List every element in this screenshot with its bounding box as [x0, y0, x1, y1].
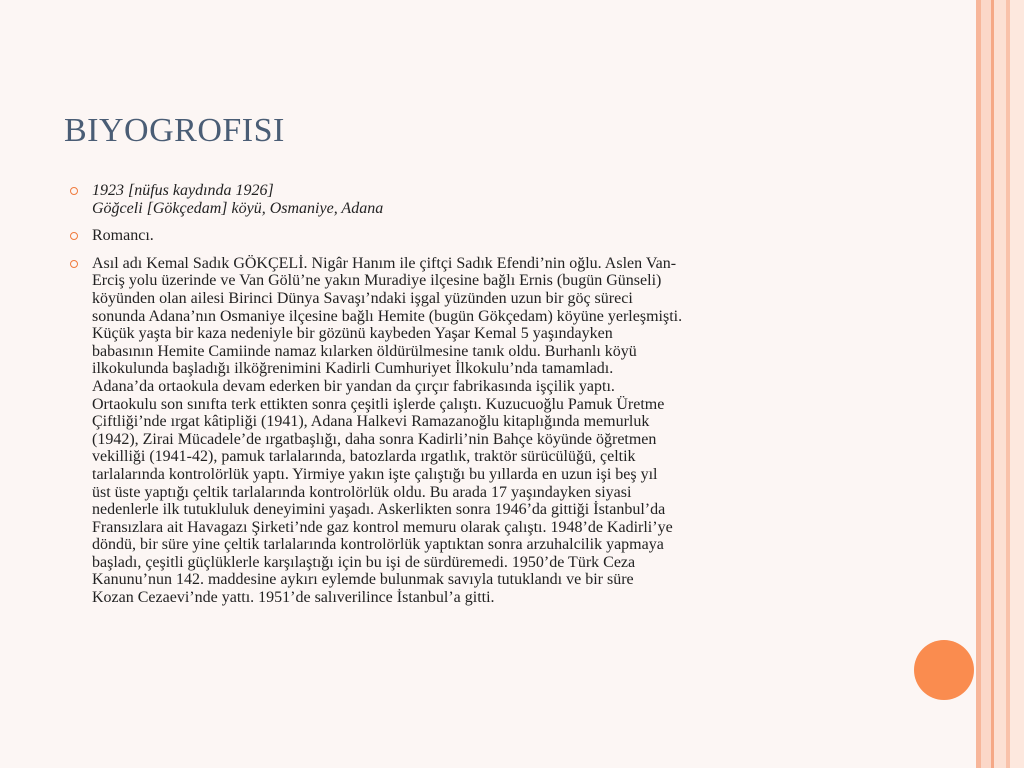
- bullet-line: vekilliği (1941-42), pamuk tarlalarında, batozlarda ırgatlık, traktör sürücülüğü, çeltik: [92, 448, 636, 466]
- bullet-icon: [70, 232, 78, 240]
- bullet-line: Göğceli [Gökçedam] köyü, Osmaniye, Adana: [92, 199, 384, 217]
- bullet-line: 1923 [nüfus kaydında 1926]: [92, 182, 274, 199]
- bullet-line: Ortaokulu son sınıfta terk ettikten sonra çeşitli işlerde çalıştı. Kuzucuoğlu Pamuk Üretme: [92, 395, 665, 413]
- bullet-text: [92, 227, 888, 245]
- bullet-text: [92, 182, 888, 217]
- bullet-item: [70, 255, 888, 607]
- bullet-text: [92, 255, 888, 607]
- bullet-list: [70, 182, 888, 617]
- bullet-line: Asıl adı Kemal Sadık GÖKÇELİ. Nigâr Hanım ile çiftçi Sadık Efendi’nin oğlu. Aslen Van-: [92, 254, 677, 272]
- bullet-icon: [70, 260, 78, 268]
- bullet-item: [70, 182, 888, 217]
- bullet-line: ilkokulunda başladığı ilköğrenimini Kadirli Cumhuriyet İlkokulu’nda tamamladı.: [92, 360, 614, 378]
- bullet-line: Küçük yaşta bir kaza nedeniyle bir gözünü kaybeden Yaşar Kemal 5 yaşındayken: [92, 325, 613, 343]
- bullet-line: nedenlerle ilk tutukluluk deneyimini yaşadı. Askerlikten sonra 1946’da gittiği İstanbul’da: [92, 501, 666, 519]
- bullet-line: Kanunu’nun 142. maddesine aykırı eylemde bulunmak savıyla tutuklandı ve bir süre: [92, 571, 634, 589]
- stripe-4: [994, 0, 1006, 768]
- bullet-line: Adana’da ortaokula devam ederken bir yandan da çırçır fabrikasında işçilik yaptı.: [92, 377, 615, 395]
- stripe-6: [1010, 0, 1024, 768]
- bullet-line: döndü, bir süre yine çeltik tarlalarında kontrolörlük yaptıktan sonra arzuhalcilik yapmaya: [92, 536, 664, 554]
- bullet-line: köyünden olan ailesi Birinci Dünya Savaşı’ndaki işgal yüzünden uzun bir göç süreci: [92, 289, 633, 307]
- bullet-line: Çiftliği’nde ırgat kâtipliği (1941), Adana Halkevi Ramazanoğlu kitaplığında memurluk: [92, 413, 650, 431]
- bullet-line: Fransızlara ait Havagazı Şirketi’nde gaz kontrol memuru olarak çalıştı. 1948’de Kadirli’ye: [92, 518, 673, 536]
- bullet-line: (1942), Zirai Mücadele’de ırgatbaşlığı, daha sonra Kadirli’nin Bahçe köyünde öğretmen: [92, 430, 657, 448]
- bullet-line: Romancı.: [92, 227, 154, 245]
- bullet-line: üst üste yaptığı çeltik tarlalarında kontrolörlük oldu. Bu arada 17 yaşındayken siyasi: [92, 483, 632, 501]
- bullet-icon: [70, 187, 78, 195]
- bullet-line: başladı, çeşitli güçlüklerle karşılaştığı için bu işi de sürdüremedi. 1950’de Türk Ceza: [92, 553, 636, 571]
- bullet-line: tarlalarında kontrolörlük yaptı. Yirmiye yakın işte çalıştığı bu yıllarda en uzun işi beş yıl: [92, 465, 658, 483]
- page-title: BIYOGROFISI: [64, 112, 285, 149]
- decorative-stripes: [976, 0, 1024, 768]
- bullet-line: babasının Hemite Camiinde namaz kılarken öldürülmesine tanık oldu. Burhanlı köyü: [92, 342, 637, 360]
- bullet-item: [70, 227, 888, 245]
- stripe-2: [981, 0, 991, 768]
- bullet-line: sonunda Adana’nın Osmaniye ilçesine bağlı Hemite (bugün Gökçedam) köyüne yerleşmişti.: [92, 307, 683, 325]
- bullet-line: Kozan Cezaevi’nde yattı. 1951’de salıverilince İstanbul’a gitti.: [92, 589, 495, 607]
- bullet-line: Erciş yolu üzerinde ve Van Gölü’ne yakın Muradiye ilçesine bağlı Ernis (bugün Günseli): [92, 272, 662, 290]
- orange-circle-decoration: [914, 640, 974, 700]
